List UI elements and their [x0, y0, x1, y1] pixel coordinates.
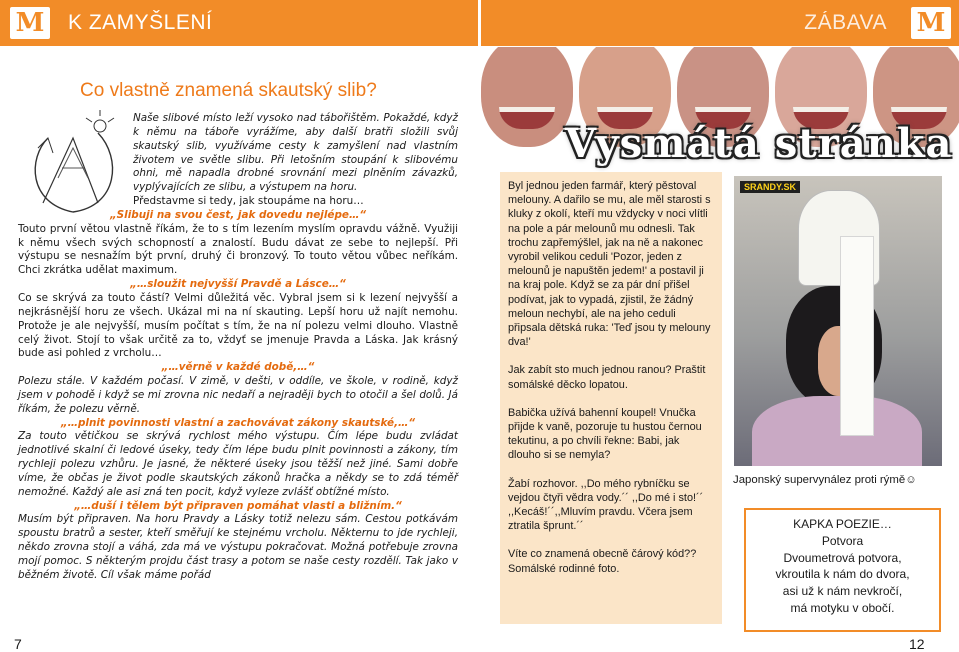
article-paragraph: Polezu stále. V každém počasí. V zimě, v dešti, v oddíle, ve škole, v rodině, když jsem v pohodě i když se mi zrovna nic nedaří a nejraději bych to otočil a šel dolů. Já říkám, že polezu věrně.	[18, 375, 458, 415]
jokes-box	[500, 172, 722, 624]
article-paragraph: Musím být připraven. Na horu Pravdy a Lásky totiž nelezu sám. Cestou potkávám spoustu bratrů a sester, kteří směřují ke stejnému vrcholu. Někternu to jde rychleji, někdo zrovna stojí a váhá, zda má ve výstupu pokračovat. Možná potřebuje zrovna mojí pomoc. S některým projdu část trasy a potom se naše cesty rozdělí. Tak jako v běžném životě. Cíl však máme pořád	[18, 513, 458, 581]
article-paragraph: „…sloužit nejvyšší Pravdě a Lásce…“	[130, 278, 346, 291]
article-paragraph: Za touto větičkou se skrývá rychlost mého výstupu. Čím lépe budu zvládat jednotlivé skalní či ledové úseky, tedy čím lépe budu plnit povinnosti a zákony, tím rychleji polezu vzhůru. Je jasné, že některé úseky jsou těžší než jiné. Sami dobře víme, že občas je život podle skautských zákonů hračka a někdy se to zdá téměř nemožné. Každý ale asi zná ten pocit, když vyleze zvlášť obtížné místo.	[18, 430, 458, 498]
article-paragraph: Touto první větou vlastně říkám, že to s tím lezením myslím opravdu vážně. Využiji k němu všech svých schopností a znalostí. Budu dávat ze sebe to nejlepší. Při výstupu se nesnažím být první, druhý či bronzový. To touto větou vůbec neříkám. Chci zkrátka udělat maximum.	[18, 222, 458, 277]
invention-photo	[734, 176, 942, 466]
left-header	[0, 0, 478, 46]
magazine-logo: M	[10, 7, 50, 39]
poem-box	[744, 508, 941, 632]
page-number: 12	[909, 636, 925, 652]
article-paragraph: „Slibuji na svou čest, jak dovedu nejlépe…“	[109, 208, 367, 221]
article-paragraph: „…duší i tělem být připraven pomáhat vlasti a bližním.“	[74, 499, 402, 512]
poem-line: Potvora	[821, 533, 864, 548]
brand-title: Vysmátá stránka	[565, 120, 953, 167]
photo-badge: SRANDY.SK	[740, 181, 800, 193]
article-paragraph: Představme si tedy, jak stoupáme na horu…	[133, 195, 364, 208]
poem-line: vkroutila k nám do dvora,	[775, 567, 910, 582]
article-title: Co vlastně znamená skautský slib?	[80, 80, 377, 101]
right-header	[481, 0, 959, 46]
joke: Byl jednou jeden farmář, který pěstoval melouny. A dařilo se mu, ale měl starosti s kluky z okolí, kteří mu vždycky v noci vlítli na pole a pár melounů mu odnesli. Tak trochu zapřemýšlel, jak na ně a nakonec vyrobil velikou ceduli 'Pozor, jeden z melounů je napuštěn jedem!' a postavil ji na kraj pole. Když se za pár dní přišel podívat, jak to vypadá, zjistil, že žádný meloun nechybí, ale na jeho ceduli připsala dětská ruka: 'Teď jsou ty melouny dva!'	[508, 180, 711, 349]
magazine-logo: M	[911, 7, 951, 39]
joke: Víte co znamená obecně čárový kód?? Somálské rodinné foto.	[508, 548, 697, 575]
poem-line: asi už k nám nevkročí,	[782, 584, 903, 599]
article-paragraph: „…plnit povinnosti vlastní a zachovávat zákony skautské,…“	[60, 416, 416, 429]
article-paragraph: „…věrně v každé době,…“	[161, 361, 315, 374]
joke: Žabí rozhovor. ,,Do mého rybníčku se vejdou čtyři vědra vody.´´ ,,Do mé i sto!´´ ,,Kecáš!´´,,Mluvím pravdu. Včera jsem ztratila šprunt.´´	[508, 477, 704, 533]
page-number: 7	[14, 636, 22, 652]
article-paragraph: Naše slibové místo leží vysoko nad tábořištěm. Pokaždé, když k němu na táboře vyrážíme, aby další bratři složili svůj skautský slib, využíváme cesty k zamyšlení nad vlastním životem ve světle slibu. Při letošním stoupání k slibovému ohni, mě napadla drobné srovnání mezi plněním závazků, vyplývajících ze slibu, a výstupem na horu.	[133, 112, 458, 194]
joke: Jak zabít sto much jednou ranou? Praštit somálské děcko lopatou.	[508, 364, 706, 391]
poem-line: Dvoumetrová potvora,	[783, 550, 902, 565]
section-title: K ZAMYŠLENÍ	[68, 11, 213, 34]
poem-line: má motyku v obočí.	[790, 600, 895, 615]
article-paragraph: Co se skrývá za touto částí? Velmi důležitá věc. Vybral jsem si k lezení nejvyšší a nejkrásnější horu ze všech. Ukázal mi na ní skauting. Lepší horu už najít nemohu. Protože je ale nejvyšší, musím počítat s tím, že na ní polezu velmi dlouho. Vlastně celý život. Stojí to však určitě za to, vždyť se jmenuje Pravda a Láska. Jak krásný bude asi pohled z vrcholu…	[18, 291, 458, 360]
joke: Babička užívá bahenní koupel! Vnučka přijde k vaně, pozoruje tu hustou černou tekutinu, a po chvíli řekne: Babi, jak dlouho si se nemyla?	[508, 406, 702, 462]
photo-caption: Japonský supervynález proti rýmě☺	[733, 474, 917, 486]
article-text	[18, 112, 458, 583]
poem-line: KAPKA POEZIE…	[793, 517, 892, 531]
section-title: ZÁBAVA	[804, 11, 887, 34]
